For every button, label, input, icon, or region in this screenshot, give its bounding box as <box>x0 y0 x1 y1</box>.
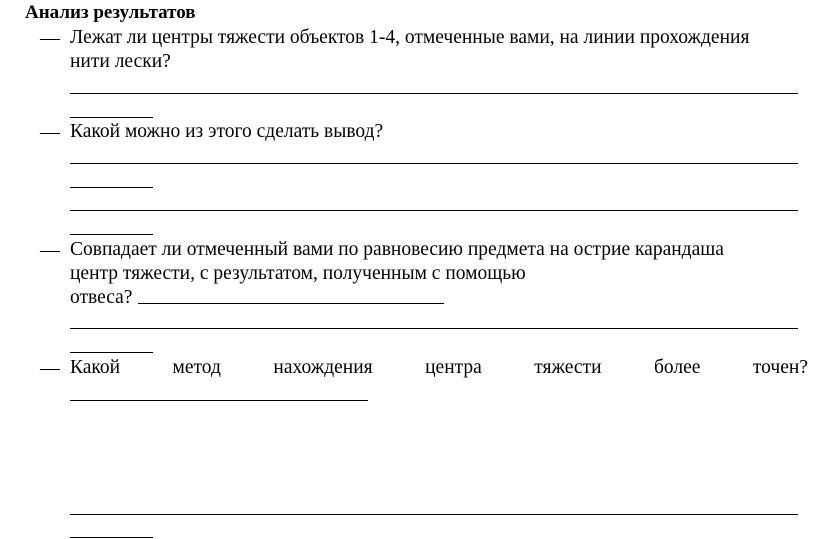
question-4-word: Какой <box>70 357 121 378</box>
question-3-line-2: центр тяжести, с результатом, полученным с помощью <box>70 263 526 284</box>
question-3-line-3: отвеса? <box>70 287 133 308</box>
answer-line-5[interactable] <box>70 400 368 401</box>
answer-line-6[interactable] <box>70 514 798 515</box>
answer-line-1-continuation[interactable] <box>70 117 153 118</box>
question-4-word: тяжести <box>534 357 602 378</box>
question-1-line-2: нити лески? <box>70 51 171 72</box>
answer-line-1[interactable] <box>70 93 798 94</box>
question-4-word: точен? <box>752 357 808 378</box>
question-1-dash: — <box>40 27 60 49</box>
question-4-word: нахождения <box>273 357 373 378</box>
answer-line-4[interactable] <box>70 328 798 329</box>
question-4-word: метод <box>172 357 221 378</box>
answer-line-2-continuation[interactable] <box>70 187 153 188</box>
question-4-dash: — <box>40 357 60 379</box>
question-3-line-1: Совпадает ли отмеченный вами по равновесию предмета на острие карандаша <box>70 239 724 260</box>
question-2-line-1: Какой можно из этого сделать вывод? <box>70 121 384 142</box>
question-3-dash: — <box>40 239 60 261</box>
answer-line-3-continuation[interactable] <box>70 234 153 235</box>
answer-line-6-continuation[interactable] <box>70 537 153 538</box>
answer-line-3[interactable] <box>70 210 798 211</box>
question-4-word: центра <box>425 357 482 378</box>
question-2-dash: — <box>40 121 60 143</box>
answer-inline-line-3[interactable] <box>138 303 444 304</box>
question-4-line-1 <box>70 356 808 380</box>
answer-line-4-continuation[interactable] <box>70 352 153 353</box>
question-1-line-1: Лежат ли центры тяжести объектов 1-4, отмеченные вами, на линии прохождения <box>70 27 750 48</box>
section-heading: Анализ результатов <box>25 2 196 23</box>
question-4-word: более <box>653 357 701 378</box>
answer-line-2[interactable] <box>70 163 798 164</box>
